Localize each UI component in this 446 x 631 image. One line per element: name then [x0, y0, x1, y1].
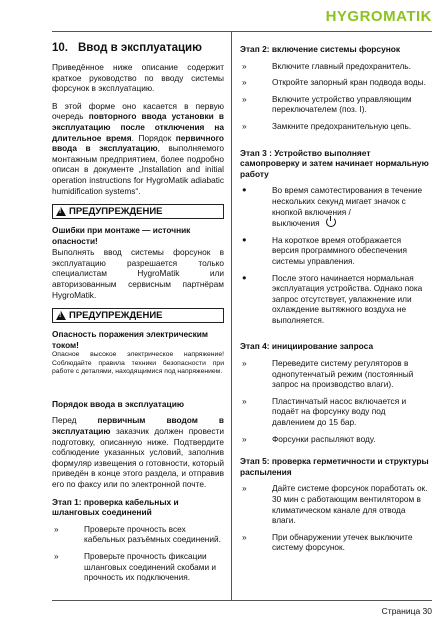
- logo-text-hygro: HYGRO: [325, 7, 384, 25]
- arrow-marker-icon: »: [54, 523, 59, 534]
- list-item: ● После этого начинается нормальная эксплуатация устройства. Однако пока запрос отсутствует, увлажнение или охлаждение вытяжного воздуха не выполняется.: [242, 272, 423, 325]
- warning-triangle-icon: [56, 311, 66, 320]
- list-item: » Проверьте прочность всех кабельных разъёмных соединений.: [54, 523, 221, 545]
- order-paragraph: Перед первичным вводом в эксплуатацию заказчик должен провести подготовку, описанную ниже. Подтвердите соблюдение указанных условий, заполнив формуляр извещения о готовности, который приведён в конце этого раздела, и отправив его по факсу или по электронной почте.: [52, 415, 224, 490]
- list-item: » При обнаружении утечек выключите систему форсунок.: [242, 531, 413, 553]
- arrow-marker-icon: »: [242, 531, 247, 542]
- stage1-heading: Этап 1: проверка кабельных и шланговых соединений: [52, 496, 179, 518]
- stage4-heading: Этап 4: инициирование запроса: [240, 341, 374, 352]
- intro-paragraph: Приведённое ниже описание содержит краткое руководство по вводу системы форсунок в эксплуатацию.: [52, 62, 224, 94]
- bullet-marker-icon: ●: [242, 185, 247, 195]
- list-item: » Форсунки распыляют воду.: [242, 433, 376, 444]
- list-item: » Откройте запорный кран подвода воды.: [242, 77, 426, 88]
- warning-title-1: Ошибки при монтаже — источник опасности!: [52, 225, 191, 246]
- intro-paragraph-2: В этой форме оно касается в первую очередь повторного ввода установки в эксплуатацию после отключения на длительное время. Порядок первичного ввода в эксплуатацию, выполняемого монтажным предприятием, более подробно описан в документе „Installation and initial operation instructions for HygroMatik adiabatic humidification systems“.: [52, 100, 225, 196]
- bullet-marker-icon: ●: [242, 272, 247, 282]
- warning-box-2: [52, 308, 224, 323]
- section-title: Ввод в эксплуатацию: [78, 42, 202, 54]
- warning-label: ПРЕДУПРЕЖДЕНИЕ: [69, 206, 163, 218]
- order-heading: Порядок ввода в эксплуатацию: [52, 398, 184, 409]
- list-item: ● Во время самотестирования в течение нескольких секунд мигает значок с кнопкой включения / выключения: [242, 185, 423, 229]
- stage5-heading: Этап 5: проверка герметичности и структуры распыления: [240, 456, 429, 477]
- list-item: ● На короткое время отображается версия программного обеспечения системы управления.: [242, 234, 407, 266]
- list-item: » Пластинчатый насос включается и подаёт на форсунку воду под давлением до 15 бар.: [242, 395, 407, 428]
- section-heading: [52, 42, 224, 54]
- warning-triangle-icon: [56, 207, 66, 216]
- hygromatik-logo: [326, 5, 432, 27]
- list-item: » Включите устройство управляющим переключателем (поз. I).: [242, 93, 412, 115]
- section-number: 10.: [52, 42, 68, 54]
- arrow-marker-icon: »: [54, 551, 59, 561]
- warning-label: ПРЕДУПРЕЖДЕНИЕ: [69, 310, 163, 322]
- page-number: Страница 30: [381, 606, 432, 616]
- power-button-icon: [326, 217, 336, 227]
- arrow-marker-icon: »: [242, 120, 247, 131]
- column-divider: [231, 31, 232, 600]
- warning-text-1: Выполнять ввод системы форсунок в эксплуатацию разрешается только специалистам HygroMatik или авторизованным сервисным партнёрам HygroMatik.: [52, 247, 224, 300]
- right-column: [240, 36, 430, 559]
- list-item: » Переведите систему регуляторов в однопутенчатый режим (постоянный запрос на производство влаги).: [242, 358, 414, 390]
- arrow-marker-icon: »: [242, 60, 247, 71]
- list-item: » Включите главный предохранитель.: [242, 60, 411, 71]
- stage2-heading: Этап 2: включение системы форсунок: [240, 44, 401, 54]
- stage3-heading: Этап 3 : Устройство выполняет самопроверку и затем начинает нормальную работу: [240, 147, 429, 179]
- list-item: » Замкните предохранительную цепь.: [242, 120, 412, 131]
- arrow-marker-icon: »: [242, 395, 247, 406]
- bullet-marker-icon: ●: [242, 234, 247, 244]
- arrow-marker-icon: »: [242, 483, 247, 494]
- arrow-marker-icon: »: [242, 358, 247, 369]
- header-rule: [52, 31, 432, 32]
- warning-text-2: Опасное высокое электрическое напряжение! Соблюдайте правила техники безопасности при работе с деталями, находящимися под напряжением.: [52, 351, 224, 376]
- warning-box-1: [52, 204, 224, 219]
- left-column: [52, 36, 224, 589]
- list-item: » Дайте системе форсунок поработать ок. 30 мин с работающим вентилятором в климатическом канале для отвода влаги.: [242, 483, 428, 526]
- footer-rule: [52, 600, 432, 601]
- arrow-marker-icon: »: [242, 77, 247, 88]
- list-item: » Проверьте прочность фиксации шланговых соединений скобами и прочность их подключения.: [54, 551, 217, 583]
- arrow-marker-icon: »: [242, 433, 247, 444]
- logo-text-matik: MATIK: [383, 7, 432, 25]
- arrow-marker-icon: »: [242, 93, 247, 104]
- warning-title-2: Опасность поражения электрическим током!: [52, 329, 209, 350]
